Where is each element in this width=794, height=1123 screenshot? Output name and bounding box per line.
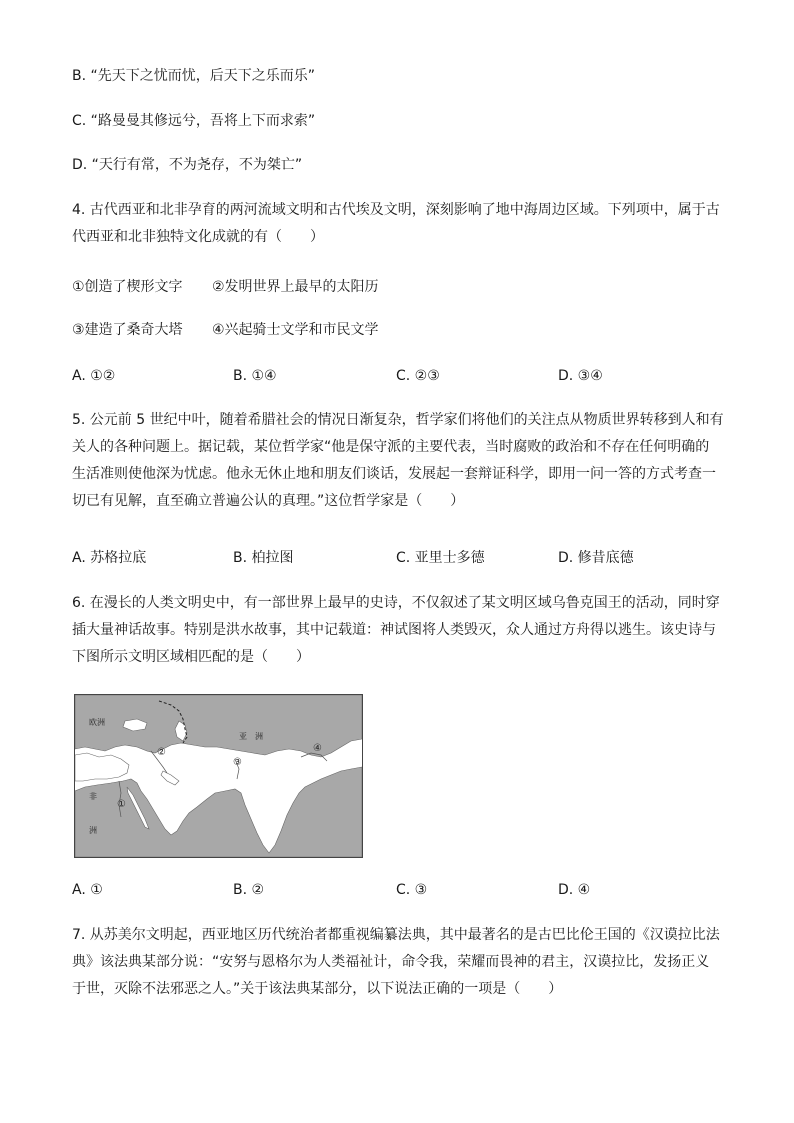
q6-option-b: B. ② — [233, 882, 265, 898]
q4-stem-line: 代西亚和北非独特文化成就的有（ ） — [72, 229, 324, 245]
q5-option-a: A. 苏格拉底 — [72, 550, 147, 566]
q5-stem — [72, 410, 724, 518]
label-africa-1: 非 — [89, 792, 97, 801]
q5-option-c: C. 亚里士多德 — [396, 550, 485, 566]
label-africa-2: 洲 — [89, 826, 97, 835]
q7-stem — [72, 925, 724, 1006]
q6-option-d: D. ④ — [558, 882, 591, 898]
q5-stem-line: 5. 公元前 5 世纪中叶，随着希腊社会的情况日渐复杂，哲学家们将他们的关注点从物质世界转移到人和有 — [72, 412, 724, 428]
q4-option-a: A. ①② — [72, 368, 116, 384]
q3-option-b: B. “先天下之忧而忧，后天下之乐而乐” — [72, 68, 316, 84]
q7-stem-line: 于世，灭除不法邪恶之人。”关于该法典某部分，以下说法正确的一项是（ ） — [72, 981, 563, 997]
q4-stem-line: 4. 古代西亚和北非孕育的两河流域文明和古代埃及文明，深刻影响了地中海周边区域。下列项中，属于古 — [72, 202, 720, 218]
q6-stem-line: 下图所示文明区域相匹配的是（ ） — [72, 649, 310, 665]
marker-4: ④ — [313, 743, 322, 754]
q4-option-b: B. ①④ — [233, 368, 277, 384]
q7-stem-line: 7. 从苏美尔文明起，西亚地区历代统治者都重视编纂法典，其中最著名的是古巴比伦王国的《汉谟拉比法 — [72, 927, 720, 943]
q5-stem-line: 关人的各种问题上。据记载，某位哲学家“他是保守派的主要代表，当时腐败的政治和不存在任何明确的 — [72, 439, 710, 455]
civilization-map — [74, 694, 363, 858]
marker-2: ② — [157, 747, 166, 758]
q5-option-d: D. 修昔底德 — [558, 550, 634, 566]
label-europe: 欧洲 — [89, 718, 105, 727]
q4-stem — [72, 200, 724, 254]
q5-stem-line: 切已有见解，直至确立普遍公认的真理。”这位哲学家是（ ） — [72, 493, 465, 509]
q6-stem-line: 6. 在漫长的人类文明史中，有一部世界上最早的史诗，不仅叙述了某文明区域乌鲁克国王的活动，同时穿 — [72, 595, 720, 611]
persian-gulf — [161, 771, 179, 785]
q3-option-c: C. “路曼曼其修远兮，吾将上下而求索” — [72, 113, 316, 129]
q7-stem-line: 典》该法典某部分说：“安努与恩格尔为人类福祉计，命令我，荣耀而畏神的君主，汉谟拉比，发扬正义 — [72, 954, 710, 970]
q5-option-b: B. 柏拉图 — [233, 550, 294, 566]
q4-option-c: C. ②③ — [396, 368, 440, 384]
q4-item-3: ③建造了桑奇大塔 — [72, 322, 183, 338]
q5-stem-line: 生活准则使他深为忧虑。他永无休止地和朋友们谈话，发展起一套辩证科学，即用一问一答的方式考查一 — [72, 466, 716, 482]
q4-item-4: ④兴起骑士文学和市民文学 — [212, 322, 379, 338]
marker-3: ③ — [233, 757, 242, 768]
mediterranean — [75, 753, 129, 781]
q3-option-d: D. “天行有常，不为尧存，不为桀亡” — [72, 157, 303, 173]
q4-item-2: ②发明世界上最早的太阳历 — [212, 279, 379, 295]
map-drawing — [75, 695, 362, 857]
landmass-south — [75, 767, 362, 857]
q6-stem-line: 插大量神话故事。特别是洪水故事，其中记载道：神试图将人类毁灭，众人通过方舟得以逃生。该史诗与 — [72, 622, 716, 638]
q6-stem — [72, 593, 724, 674]
q4-option-d: D. ③④ — [558, 368, 603, 384]
q6-option-a: A. ① — [72, 882, 103, 898]
q6-option-c: C. ③ — [396, 882, 428, 898]
marker-1: ① — [117, 799, 126, 810]
q4-item-1: ①创造了楔形文字 — [72, 279, 183, 295]
label-asia: 亚 洲 — [239, 732, 263, 741]
